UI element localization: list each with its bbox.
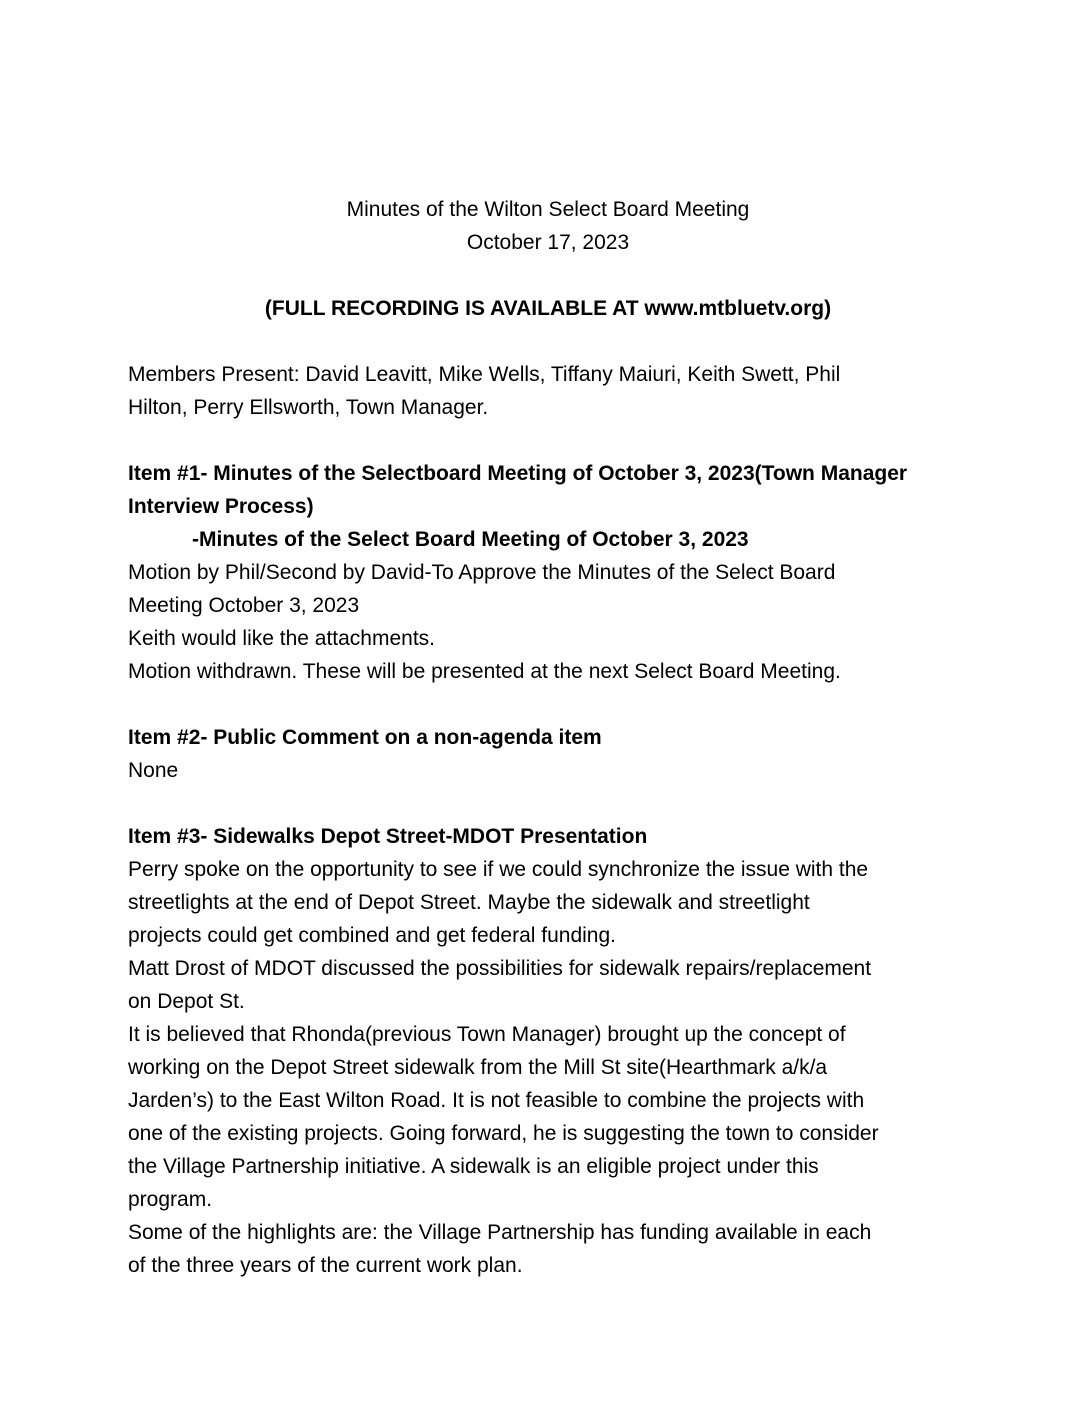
item-1-body-line: Motion by Phil/Second by David-To Approve the Minutes of the Select Board (128, 561, 836, 584)
item-3-body-line: working on the Depot Street sidewalk from the Mill St site(Hearthmark a/k/a (128, 1056, 828, 1079)
item-1-heading: Interview Process) (128, 495, 314, 518)
item-3-body-line: Jarden’s) to the East Wilton Road. It is not feasible to combine the projects with (128, 1089, 865, 1112)
item-3-body-line: streetlights at the end of Depot Street. Maybe the sidewalk and streetlight (128, 891, 810, 914)
document-title: Minutes of the Wilton Select Board Meeting (346, 198, 750, 221)
item-3-body-line: It is believed that Rhonda(previous Town Manager) brought up the concept of (128, 1023, 846, 1046)
item-3-body-line: one of the existing projects. Going forward, he is suggesting the town to consider (128, 1122, 879, 1145)
item-1-body-line: Keith would like the attachments. (128, 627, 436, 650)
item-3-body-line: Matt Drost of MDOT discussed the possibilities for sidewalk repairs/replacement (128, 957, 872, 980)
item-2-heading: Item #2- Public Comment on a non-agenda item (128, 726, 602, 749)
item-3-body-line: on Depot St. (128, 990, 245, 1013)
item-1-body-line: Meeting October 3, 2023 (128, 594, 360, 617)
item-3-body-line: Perry spoke on the opportunity to see if we could synchronize the issue with the (128, 858, 869, 881)
minutes-content (128, 193, 968, 1282)
item-1-heading: Item #1- Minutes of the Selectboard Meeting of October 3, 2023(Town Manager (128, 462, 908, 485)
members-line: Members Present: David Leavitt, Mike Wells, Tiffany Maiuri, Keith Swett, Phil (128, 363, 841, 386)
item-3-body-line: Some of the highlights are: the Village Partnership has funding available in each (128, 1221, 872, 1244)
meeting-date: October 17, 2023 (466, 231, 630, 254)
members-present (128, 358, 968, 424)
item-3-body-line: of the three years of the current work plan. (128, 1254, 523, 1277)
item-1 (128, 457, 968, 688)
item-2 (128, 721, 968, 787)
item-3-heading: Item #3- Sidewalks Depot Street-MDOT Presentation (128, 825, 648, 848)
item-2-body: None (128, 759, 179, 782)
item-3-body-line: the Village Partnership initiative. A sidewalk is an eligible project under this (128, 1155, 819, 1178)
item-3 (128, 820, 968, 1282)
members-line: Hilton, Perry Ellsworth, Town Manager. (128, 396, 489, 419)
item-3-body-line: projects could get combined and get federal funding. (128, 924, 616, 947)
item-1-subheading: -Minutes of the Select Board Meeting of October 3, 2023 (192, 528, 749, 551)
item-1-body-line: Motion withdrawn. These will be presented at the next Select Board Meeting. (128, 660, 841, 683)
recording-note: (FULL RECORDING IS AVAILABLE AT www.mtbluetv.org) (264, 297, 832, 320)
item-3-body-line: program. (128, 1188, 213, 1211)
